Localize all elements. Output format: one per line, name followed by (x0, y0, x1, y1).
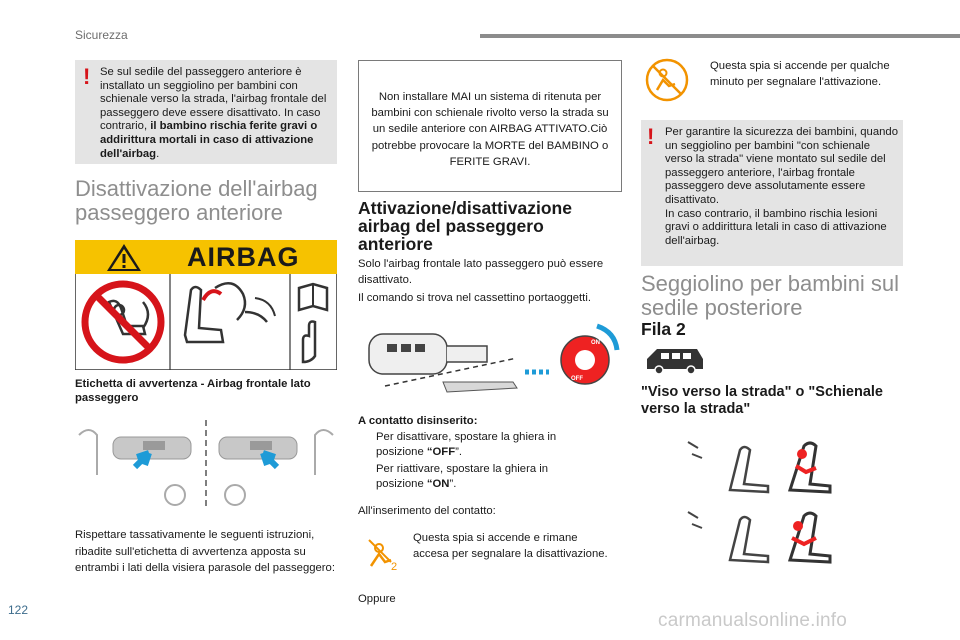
watermark: carmanualsonline.info (658, 610, 848, 631)
key-switch-illustration (365, 320, 620, 410)
instructions-text: Rispettare tassativamente le seguenti istruzioni, ribadite sull'etichetta di avvertenza apposta su entrambi i lati della visiera parasole del passeggero: (75, 529, 335, 574)
warning-exclamation-icon: ! (83, 64, 91, 89)
airbag-banner-text: AIRBAG (187, 242, 300, 272)
warning-text-bold: il bambino rischia ferite gravi o addirittura mortali in caso di attivazione dell'airbag (100, 120, 318, 160)
warning-box-front-seat (75, 60, 337, 164)
bullet-deactivate (358, 430, 598, 460)
warning-text (100, 66, 333, 161)
para-glovebox: Il comando si trova nel cassettino portaoggetti. (358, 292, 591, 304)
para-only-frontal: Solo l'airbag frontale lato passeggero può essere disattivato. (358, 258, 604, 286)
arrow-right-icon (263, 453, 277, 467)
section-title-rear-seat: Seggiolino per bambini sul sedile posteriore (641, 271, 900, 320)
bullet-text-end: ”. (455, 445, 463, 458)
boxed-notice (358, 60, 622, 192)
airbag-on-lamp-icon (645, 58, 689, 102)
header-bar (480, 34, 960, 38)
sun-visor-illustration (75, 415, 337, 515)
warning-text: Per garantire la sicurezza dei bambini, quando un seggiolino per bambini "con schienale verso la strada" viene montato sul sedile del passeggero anteriore, l'airbag frontale passeggero deve assolutamente essere disattivato. In caso contrario, il bambino rischia lesioni gravi o addirittura letali in caso di attivazione dell'airbag. (665, 126, 898, 247)
bullet-reactivate (358, 462, 598, 492)
switch-off-label: OFF (571, 376, 583, 382)
arrow-left-icon (135, 453, 149, 467)
svg-text:2: 2 (391, 561, 398, 572)
section-header: Sicurezza (75, 28, 128, 42)
contact-off-heading: A contatto disinserito: (358, 415, 478, 427)
switch-on-label: ON (591, 340, 600, 346)
airbag-label-caption: Etichetta di avvertenza - Airbag frontale lato passeggero (75, 378, 311, 404)
seat-orientation-heading: "Viso verso la strada" o "Schienale verso la strada" (641, 384, 883, 417)
rear-child-seats-illustration (680, 430, 870, 570)
oppure-text: Oppure (358, 593, 396, 605)
row-2-label: Fila 2 (641, 319, 686, 339)
bullet-text: Per disattivare, spostare la ghiera in posizione (376, 431, 557, 458)
section-title-disable-airbag: Disattivazione dell'airbag passeggero anteriore (75, 176, 318, 225)
ignition-on-text: All'inserimento del contatto: (358, 505, 496, 517)
lamp-off-text: Questa spia si accende e rimane accesa per segnalare la disattivazione. (413, 532, 608, 560)
airbag-off-lamp-icon (365, 536, 401, 572)
boxed-notice-text: Non installare MAI un sistema di ritenuta per bambini con schienale rivolto verso la strada su un sedile anteriore con AIRBAG ATTIVATO.Ciò potrebbe provocare la MORTE del BAMBINO o FERITE GRAVI. (371, 91, 609, 168)
bullet-bold-value: “OFF (426, 445, 456, 458)
car-silhouette-icon (645, 345, 705, 375)
airbag-warning-label (75, 240, 337, 370)
warning-box-child-safety (641, 120, 903, 266)
bullet-bold-value: “ON (426, 477, 450, 490)
page-number: 122 (8, 603, 29, 617)
lamp-on-text: Questa spia si accende per qualche minuto per segnalare l'attivazione. (710, 60, 890, 88)
warning-text-start: Se sul sedile del passeggero anteriore è installato un seggiolino per bambini con schienale verso la strada, l'airbag frontale del passeggero deve essere disattivato. In caso contrario, (100, 66, 327, 133)
bullet-text: Per riattivare, spostare la ghiera in posizione (376, 463, 549, 490)
warning-exclamation-icon: ! (647, 124, 655, 149)
warning-text-end: . (156, 147, 160, 160)
bullet-text-end: ”. (449, 477, 457, 490)
section-title-activation: Attivazione/disattivazione airbag del passeggero anteriore (358, 198, 572, 254)
